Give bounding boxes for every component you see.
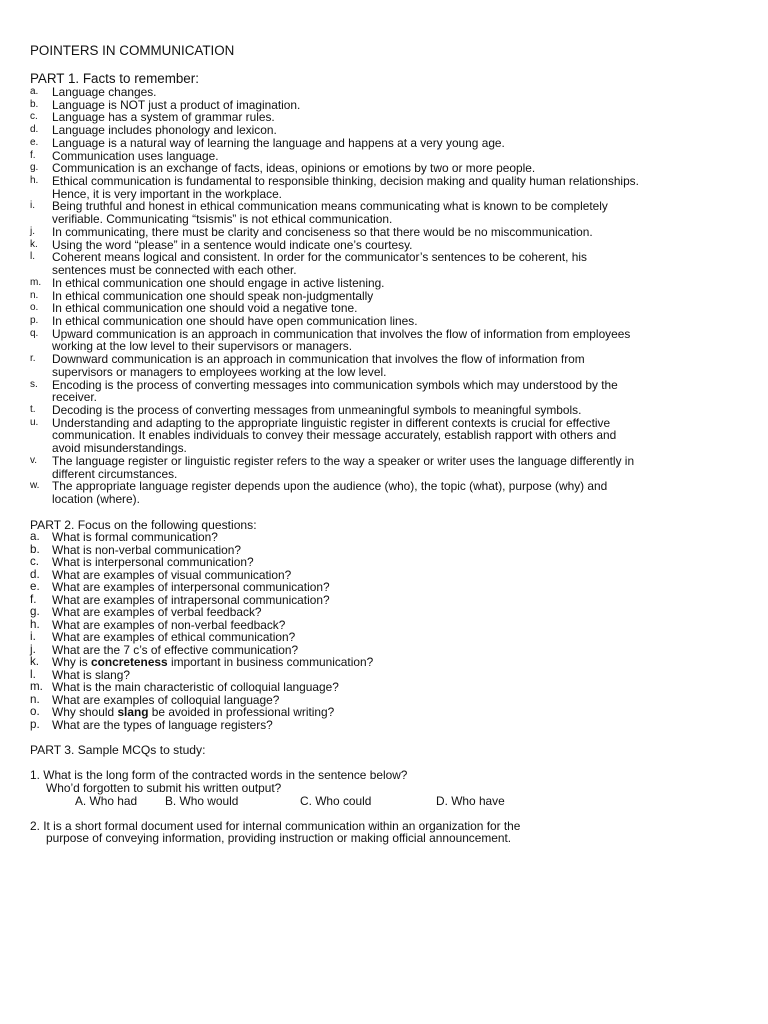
question-text: What are examples of non-verbal feedback? [52,617,286,632]
fact-text: Ethical communication is fundamental to responsible thinking, decision making and quality human relationships. Hence, it is very important in the workplace. [52,174,639,201]
question-emphasis: concreteness [90,655,168,670]
list-marker: k. [30,238,38,250]
question-text: What are examples of intrapersonal communication? [52,592,330,607]
list-marker: v. [30,454,38,466]
question-text: What are examples of ethical communication? [52,630,296,645]
list-marker: c. [30,111,38,123]
list-marker: n. [30,289,39,301]
question-text: What are examples of visual communication? [52,567,292,582]
fact-text: The language register or linguistic register refers to the way a speaker or writer uses the language differently in different circumstances. [52,453,635,481]
mcq-question-2 [30,820,640,845]
fact-text: Understanding and adapting to the appropriate linguistic register in different contexts is crucial for effective communication. It enables individuals to convey their message accurately, establish rapport with others and avoid misunderstandings. [52,415,617,456]
list-marker: k. [30,655,40,669]
list-marker: b. [30,98,39,110]
list-marker: i. [30,200,35,212]
fact-text: Communication uses language. [52,148,219,163]
question-text: What is the main characteristic of colloquial language? [52,680,339,695]
list-marker: e. [30,136,39,148]
question-text-rest: be avoided in professional writing? [148,705,335,720]
fact-item [30,455,640,480]
mcq-1-choice-d: D. Who have [436,793,505,808]
list-marker: o. [30,705,40,719]
list-marker: c. [30,555,40,569]
fact-text: In ethical communication one should engage in active listening. [52,275,385,290]
question-text: What are the 7 c’s of effective communication? [52,642,299,657]
fact-text: Language includes phonology and lexicon. [52,123,277,138]
fact-item [30,175,640,200]
list-marker: q. [30,327,39,339]
question-text-rest: important in business communication? [167,655,374,670]
question-text: What are examples of colloquial language? [52,692,280,707]
list-marker: r. [30,353,36,365]
fact-item [30,417,640,455]
mcq-2-question-line-2: purpose of conveying information, providing instruction or making official announcement. [46,831,512,846]
list-marker: a. [30,86,39,97]
list-marker: m. [30,276,42,288]
mcq-1-choices [30,795,640,808]
fact-text: Upward communication is an approach in communication that involves the flow of information from employees working at the low level to their supervisors or managers. [52,326,631,354]
fact-item [30,480,640,505]
fact-text: Encoding is the process of converting messages into communication symbols which may understood by the receiver. [52,377,618,405]
list-marker: n. [30,692,40,706]
fact-text: In communicating, there must be clarity and conciseness so that there would be no miscommunication. [52,224,593,239]
mcq-1-choice-b: B. Who would [165,793,239,808]
fact-item [30,328,640,353]
question-text: What is formal communication? [52,530,218,545]
fact-item [30,251,640,276]
list-marker: g. [30,162,39,174]
question-text: What are examples of verbal feedback? [52,605,262,620]
list-marker: i. [30,630,36,644]
list-marker: l. [30,667,36,681]
list-marker: d. [30,567,40,581]
list-marker: h. [30,617,40,631]
fact-text: Language has a system of grammar rules. [52,110,275,125]
list-marker: f. [30,149,36,161]
fact-text: Coherent means logical and consistent. In order for the communicator’s sentences to be coherent, his sentences must be connected with each other. [52,250,587,278]
part1-heading: PART 1. Facts to remember: [30,71,199,86]
mcq-1-sentence: Who’d forgotten to submit his written output? [46,780,282,795]
list-marker: h. [30,175,39,187]
question-text: What is interpersonal communication? [52,555,254,570]
list-marker: t. [30,403,36,415]
fact-item [30,200,640,225]
fact-text: Communication is an exchange of facts, ideas, opinions or emotions by two or more people. [52,161,536,176]
question-text: What are examples of interpersonal communication? [52,580,330,595]
list-marker: b. [30,542,40,556]
list-marker: w. [30,480,40,492]
question-text: What is non-verbal communication? [52,542,242,557]
fact-item [30,353,640,378]
part2-heading: PART 2. Focus on the following questions: [30,517,257,532]
fact-text: The appropriate language register depends upon the audience (who), the topic (what), purpose (why) and location (where). [52,479,608,506]
question-text: Why is [52,655,91,670]
list-marker: o. [30,302,39,314]
part3-heading: PART 3. Sample MCQs to study: [30,743,206,758]
mcq-question-1 [30,769,640,807]
fact-item [30,379,640,404]
fact-text: In ethical communication one should speak non-judgmentally [52,288,374,303]
fact-text: Being truthful and honest in ethical communication means communicating what is known to be completely verifiable. Communicating “tsismis” is not ethical communication. [52,199,608,227]
list-marker: s. [30,378,38,390]
fact-text: In ethical communication one should void a negative tone. [52,301,358,316]
document-title: POINTERS IN COMMUNICATION [30,43,235,58]
facts-list [30,86,640,506]
list-marker: d. [30,124,39,136]
question-emphasis: slang [117,705,149,720]
list-marker: j. [30,225,35,237]
list-marker: e. [30,580,40,594]
list-marker: a. [30,530,40,544]
fact-text: Decoding is the process of converting messages from unmeaningful symbols to meaningful symbols. [52,402,582,417]
list-marker: l. [30,251,35,263]
document-page [30,43,640,845]
fact-text: Language changes. [52,85,157,99]
fact-text: In ethical communication one should have open communication lines. [52,313,418,328]
list-marker: f. [30,592,37,606]
list-marker: p. [30,717,40,731]
mcq-1-question-text: 1. What is the long form of the contracted words in the sentence below? [30,768,408,783]
mcq-1-choice-c: C. Who could [300,793,372,808]
fact-text: Language is a natural way of learning the language and happens at a very young age. [52,135,505,150]
fact-text: Downward communication is an approach in communication that involves the flow of information from supervisors or managers to employees working at the low level. [52,352,585,379]
list-marker: p. [30,314,39,326]
question-text: What is slang? [52,667,130,682]
question-text: What are the types of language registers? [52,717,273,732]
mcq-1-choice-a: A. Who had [75,793,138,808]
list-marker: j. [30,642,36,656]
list-marker: u. [30,416,39,428]
question-text: Why should [52,705,118,720]
list-marker: m. [30,680,43,694]
questions-list [30,531,640,731]
list-marker: g. [30,605,40,619]
mcq-2-question-line-1: 2. It is a short formal document used for internal communication within an organization for the [30,818,521,833]
fact-text: Language is NOT just a product of imagination. [52,97,301,112]
fact-text: Using the word “please” in a sentence would indicate one’s courtesy. [52,237,413,252]
question-item [30,719,640,732]
